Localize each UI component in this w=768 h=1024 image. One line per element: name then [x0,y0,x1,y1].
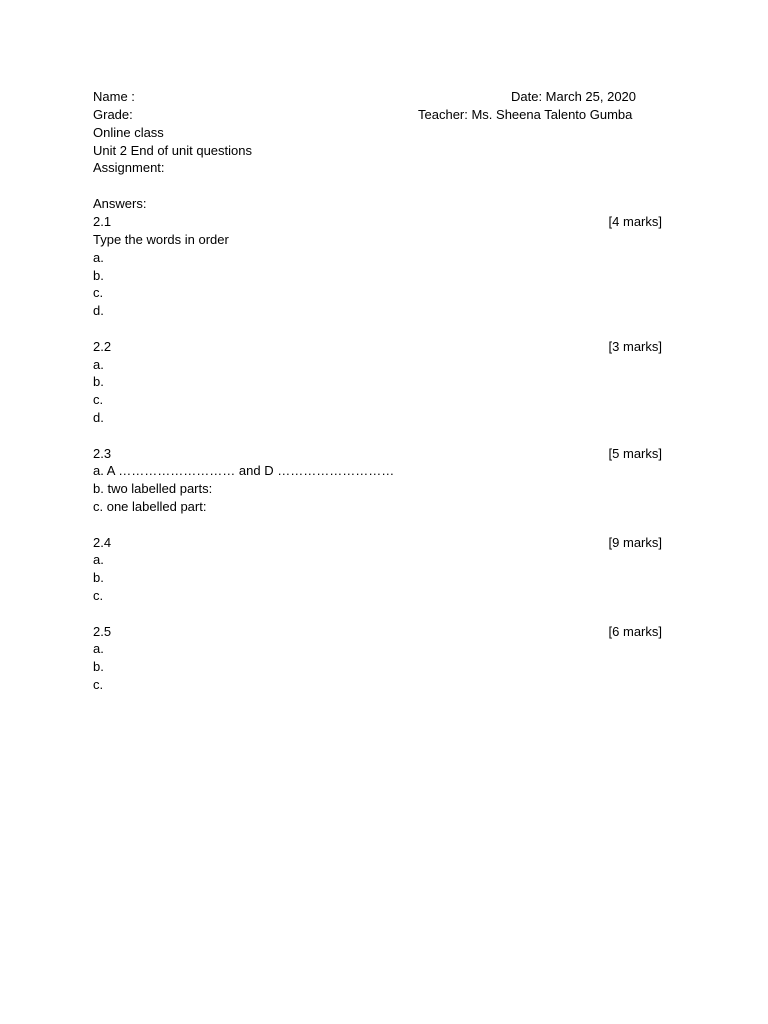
answer-item: d. [93,410,104,425]
answer-item: c. one labelled part: [93,499,207,514]
class-line: Online class [93,125,164,140]
answer-item: c. [93,677,104,692]
section-marks: [3 marks] [608,339,662,354]
section-marks: [9 marks] [608,535,662,550]
assignment-label: Assignment: [93,160,165,175]
answer-item: b. two labelled parts: [93,481,213,496]
answer-item: b. [93,268,104,283]
section-number: 2.1 [93,214,112,229]
section-marks: [5 marks] [608,446,662,461]
unit-line: Unit 2 End of unit questions [93,143,252,158]
teacher-label: Teacher: Ms. Sheena Talento Gumba [418,107,633,122]
section-instruction: Type the words in order [93,232,229,247]
section-number: 2.2 [93,339,112,354]
answer-item: d. [93,303,104,318]
answer-item: c. [93,392,104,407]
answer-item: a. [93,552,104,567]
answer-item: a. [93,250,104,265]
answer-item: c. [93,588,104,603]
date-label: Date: March 25, 2020 [511,89,637,104]
answers-label: Answers: [93,196,147,211]
section-marks: [6 marks] [608,624,662,639]
section-marks: [4 marks] [608,214,662,229]
answer-item: a. [93,641,104,656]
name-label: Name : [93,89,135,104]
grade-label: Grade: [93,107,133,122]
answer-item: a. [93,357,104,372]
answer-item: b. [93,570,104,585]
answer-item: b. [93,374,104,389]
section-number: 2.4 [93,535,112,550]
answer-item: c. [93,285,104,300]
section-number: 2.5 [93,624,112,639]
answer-item: b. [93,659,104,674]
answer-item: a. A ……………………… and D ……………………… [93,463,395,478]
section-number: 2.3 [93,446,112,461]
